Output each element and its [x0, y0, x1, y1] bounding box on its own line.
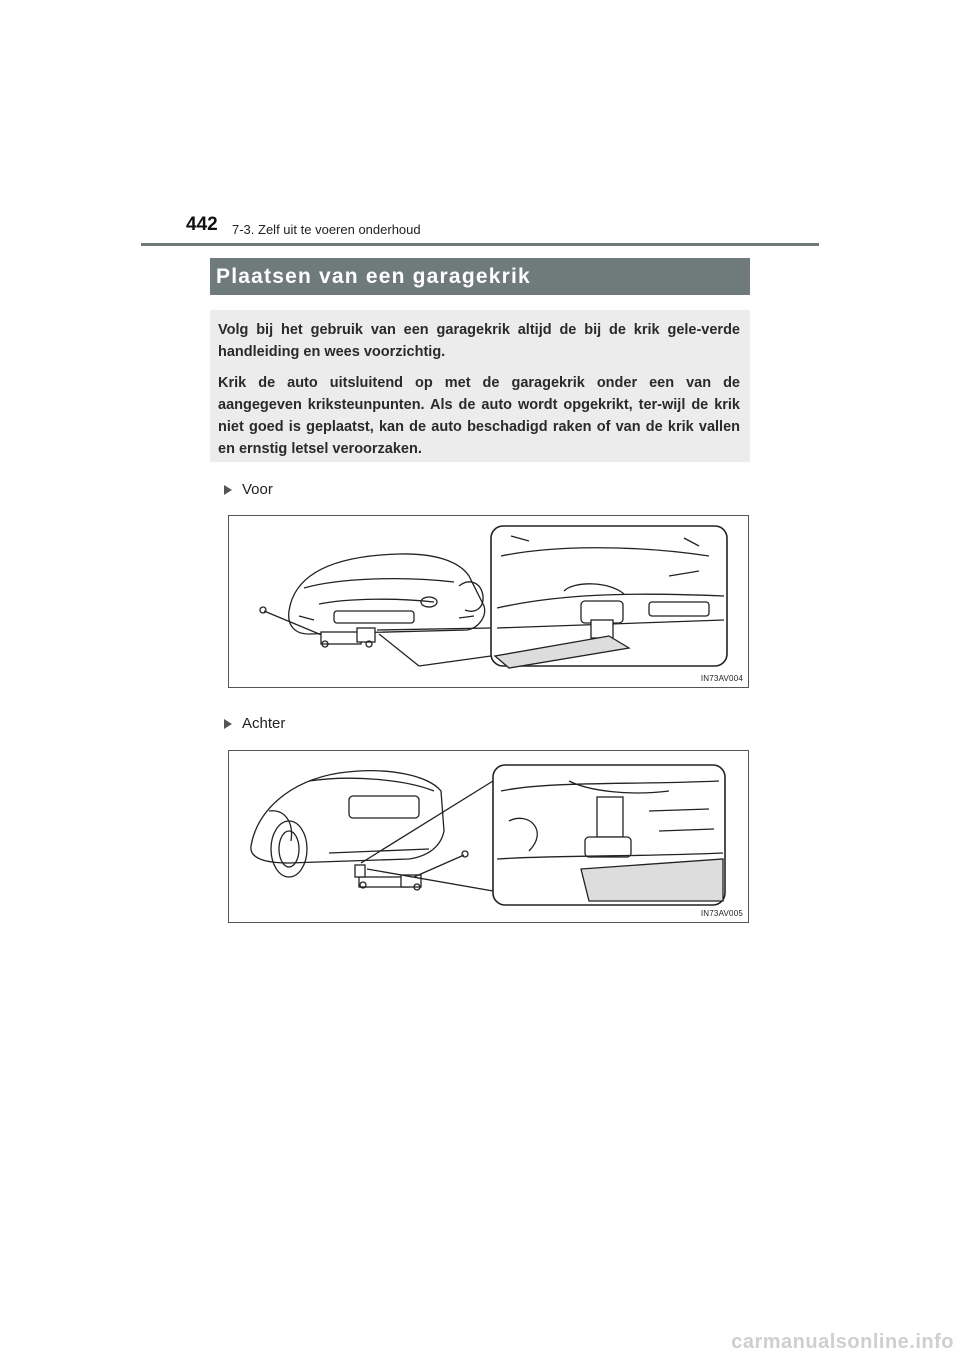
- front-jack-illustration: [229, 516, 748, 687]
- figure-rear: [228, 750, 749, 923]
- bullet-rear-label: Achter: [242, 715, 286, 732]
- bullet-triangle-icon: [224, 485, 232, 495]
- section-title-bar: [210, 258, 750, 295]
- figure-front-code: IN73AV004: [700, 674, 743, 683]
- bullet-rear: [224, 715, 285, 732]
- section-title: Plaatsen van een garagekrik: [216, 264, 531, 288]
- intro-paragraph-2: Krik de auto uitsluitend op met de garagekrik onder een van de aangegeven kriksteunpunten. Als de auto wordt opgekrikt, ter-wijl de krik niet goed is geplaatst, kan de auto beschadigd raken of van de krik vallen en ernstig letsel veroorzaken.: [218, 375, 740, 457]
- figure-rear-code: IN73AV005: [700, 909, 743, 918]
- intro-box: [210, 310, 750, 462]
- bullet-front-label: Voor: [242, 481, 273, 498]
- footer-watermark: carmanualsonline.info: [731, 1331, 954, 1353]
- rear-jack-illustration: [229, 751, 748, 922]
- header-rule: [141, 243, 819, 246]
- section-label: 7-3. Zelf uit te voeren onderhoud: [232, 222, 421, 237]
- page-number: 442: [186, 214, 218, 235]
- intro-paragraph-1: Volg bij het gebruik van een garagekrik altijd de bij de krik gele-verde handleiding en wees voorzichtig.: [218, 322, 740, 360]
- bullet-triangle-icon: [224, 719, 232, 729]
- bullet-front: [224, 481, 273, 498]
- figure-front: [228, 515, 749, 688]
